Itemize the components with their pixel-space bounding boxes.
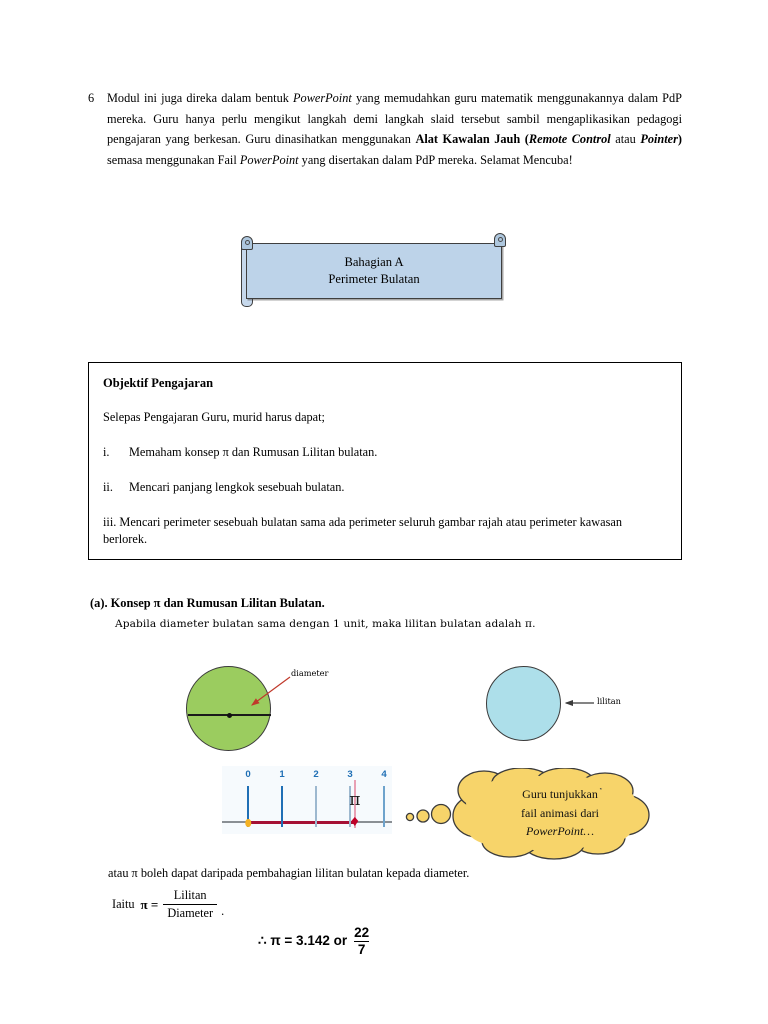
number-line-segment	[248, 821, 355, 824]
number-line-tick-4	[383, 786, 385, 827]
intro-paragraph	[88, 88, 682, 170]
section-a-heading: (a). Konsep π dan Rumusan Lilitan Bulatan.	[90, 596, 325, 610]
formula-denominator: Diameter	[167, 906, 214, 921]
objective-text-2: Mencari panjang lengkok sesebuah bulatan.	[129, 480, 345, 494]
objective-marker-2: ii.	[103, 480, 113, 494]
number-line-start-dot	[245, 819, 251, 827]
lilitan-figure	[486, 660, 666, 755]
number-line-label-0: 0	[245, 769, 251, 780]
intro-text	[107, 88, 682, 170]
number-line-pi-marker	[351, 817, 358, 826]
number-line-label-1: 1	[279, 769, 285, 780]
banner-text	[246, 243, 502, 299]
diameter-label: diameter	[291, 668, 329, 678]
pi-formula	[112, 888, 224, 921]
bubble-line-1: Guru tunjukkan	[522, 787, 598, 801]
pi-result	[258, 926, 369, 957]
section-banner	[238, 232, 510, 310]
number-line-tick-1	[281, 786, 283, 827]
thought-bubble-text	[480, 785, 640, 841]
formula-pi-equals: π =	[140, 896, 159, 912]
formula-lead: Iaitu	[112, 897, 135, 912]
diameter-arrow-icon	[186, 660, 366, 755]
objective-item-2	[103, 479, 667, 496]
objectives-lead: Selepas Pengajaran Guru, murid harus dapat;	[103, 410, 325, 424]
intro-run-3: Alat Kawalan Jauh (	[415, 132, 529, 146]
formula-numerator: Lilitan	[173, 888, 207, 902]
thought-bubble	[402, 768, 670, 860]
scroll-curl-left-icon	[241, 236, 253, 250]
banner-line-1: Bahagian A	[344, 254, 404, 269]
intro-list-number: 6	[88, 91, 95, 105]
lilitan-label: lilitan	[597, 696, 621, 706]
bubble-line-2: fail animasi dari	[521, 805, 599, 820]
pi-symbol: π	[349, 790, 361, 810]
formula-period: .	[221, 904, 225, 919]
objectives-title: Objektif Pengajaran	[103, 376, 214, 390]
formula-fraction	[163, 888, 217, 921]
objective-marker-3: iii.	[103, 515, 117, 529]
number-line-tick-2	[315, 786, 317, 827]
objective-item-1	[103, 444, 667, 461]
intro-run-2: yang memudahkan guru matematik menggunakannya dalam PdP mereka. Guru hanya perlu mengikut langkah demi langkah slaid tersebut sambil mengaplikasikan pedagogi pengajaran yang berkesan. Guru dinasihatkan menggunakan	[107, 91, 682, 146]
intro-run-5: atau	[610, 132, 641, 146]
objectives-box	[88, 362, 682, 560]
objective-text-1: Memaham konsep π dan Rumusan Lilitan bulatan.	[129, 445, 378, 459]
intro-run-6: Pointer	[640, 132, 678, 146]
intro-run-8: semasa menggunakan Fail	[107, 152, 240, 167]
formula-fraction-bar	[163, 904, 217, 905]
diameter-figure	[186, 660, 366, 755]
bubble-line-3: PowerPoint…	[526, 824, 594, 838]
lilitan-arrow-icon	[486, 660, 666, 755]
intro-run-1: PowerPoint	[293, 91, 352, 105]
objective-text-3: Mencari perimeter sesebuah bulatan sama ada perimeter seluruh gambar rajah atau perimeter kawasan berlorek.	[103, 515, 622, 546]
number-line-figure	[222, 766, 392, 834]
result-prefix: ∴ π = 3.142 or	[258, 933, 348, 949]
number-line-label-3: 3	[347, 769, 353, 780]
objective-item-3	[103, 514, 667, 548]
objective-marker-1: i.	[103, 445, 110, 459]
result-numerator: 22	[354, 925, 370, 940]
number-line-label-2: 2	[313, 769, 319, 780]
banner-line-2: Perimeter Bulatan	[328, 272, 420, 286]
intro-run-0: Modul ini juga direka dalam bentuk	[107, 91, 294, 105]
result-denominator: 7	[357, 941, 366, 957]
result-fraction	[354, 926, 369, 957]
intro-run-4: Remote Control	[528, 132, 611, 146]
bottom-sentence: atau π boleh dapat daripada pembahagian lilitan bulatan kepada diameter.	[108, 866, 470, 880]
intro-run-9: PowerPoint	[239, 152, 299, 167]
section-a-subtitle: Apabila diameter bulatan sama dengan 1 unit, maka lilitan bulatan adalah π.	[115, 618, 536, 630]
intro-run-7: )	[677, 132, 682, 146]
number-line-label-4: 4	[381, 769, 387, 780]
intro-run-10: yang disertakan dalam PdP mereka. Selamat Mencuba!	[298, 152, 573, 167]
scroll-curl-right-icon	[494, 233, 506, 247]
